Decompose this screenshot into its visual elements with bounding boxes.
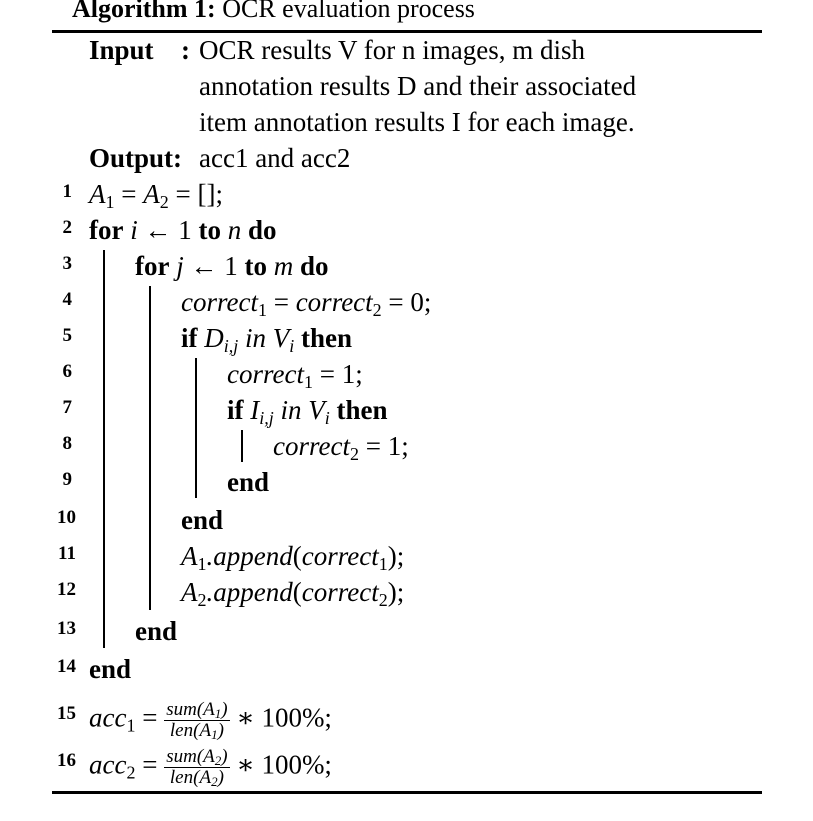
- code-line-5: if $D_{i,j}$ in $V_i$ then: [181, 323, 353, 356]
- line-number: 5: [62, 325, 72, 346]
- algorithm-caption: [72, 0, 475, 24]
- code-line-6: correct$_1$ = 1;: [227, 359, 363, 392]
- line-number: 10: [57, 507, 76, 528]
- code-line-3: for j ← 1 to m do: [135, 251, 329, 281]
- code-line-4: correct$_1$ = correct$_2$ = 0;: [181, 287, 432, 320]
- line-number: 2: [62, 217, 72, 238]
- input-text: OCR results V for n images, m dish: [199, 35, 586, 65]
- line-number: 7: [62, 397, 72, 418]
- input-label: Input: [89, 35, 154, 65]
- code-line-15: acc$_1$ = $\frac{sum(A_1)}{len(A_1)}$ ∗ 100%;: [89, 699, 332, 742]
- line-number: 9: [62, 469, 72, 490]
- code-line-8: correct$_2$ = 1;: [273, 431, 409, 464]
- line-number: 15: [57, 703, 76, 724]
- algorithm-label: Algorithm 1:: [72, 0, 216, 23]
- output-text: acc1 and acc2: [199, 143, 351, 173]
- input-separator: :: [181, 35, 190, 65]
- code-line-13: end: [135, 616, 178, 646]
- top-rule: [52, 30, 762, 33]
- code-line-10: end: [181, 505, 224, 535]
- input-line-1: [199, 35, 585, 65]
- code-line-14: end: [89, 654, 132, 684]
- input-line-3: [199, 107, 635, 137]
- code-line-1: $A_1 = A_2$ = [];: [89, 179, 223, 212]
- indent-bar-for-j: [149, 286, 151, 610]
- indent-bar-if-d: [195, 358, 197, 498]
- line-number: 12: [57, 579, 76, 600]
- fraction-acc1: $\frac{sum(A_1)}{len(A_1)}$: [166, 699, 228, 742]
- code-line-7: if $I_{i,j}$ in $V_i$ then: [227, 395, 388, 428]
- input-text: item annotation results I for each image.: [199, 107, 635, 137]
- indent-bar-if-i: [241, 430, 243, 462]
- line-number: 11: [58, 543, 76, 564]
- code-line-9: end: [227, 467, 270, 497]
- line-number: 4: [62, 289, 72, 310]
- input-text: annotation results D and their associated: [199, 71, 637, 101]
- line-number: 14: [57, 656, 76, 677]
- code-line-2: for i ← 1 to n do: [89, 215, 277, 245]
- code-line-12: $A_2.append(correct_2)$;: [181, 577, 405, 610]
- line-number: 13: [57, 618, 76, 639]
- line-number: 16: [57, 750, 76, 771]
- line-number: 1: [62, 181, 72, 202]
- code-line-11: $A_1.append(correct_1)$;: [181, 541, 405, 574]
- algorithm-title: OCR evaluation process: [222, 0, 475, 23]
- output-label: Output:: [89, 143, 183, 173]
- fraction-acc2: $\frac{sum(A_2)}{len(A_2)}$: [166, 746, 228, 789]
- bottom-rule: [52, 791, 762, 794]
- code-line-16: acc$_2$ = $\frac{sum(A_2)}{len(A_2)}$ ∗ 100%;: [89, 746, 332, 789]
- indent-bar-for-i: [103, 250, 105, 648]
- line-number: 8: [62, 433, 72, 454]
- line-number: 3: [62, 253, 72, 274]
- input-line-2: [199, 71, 636, 101]
- line-number: 6: [62, 361, 72, 382]
